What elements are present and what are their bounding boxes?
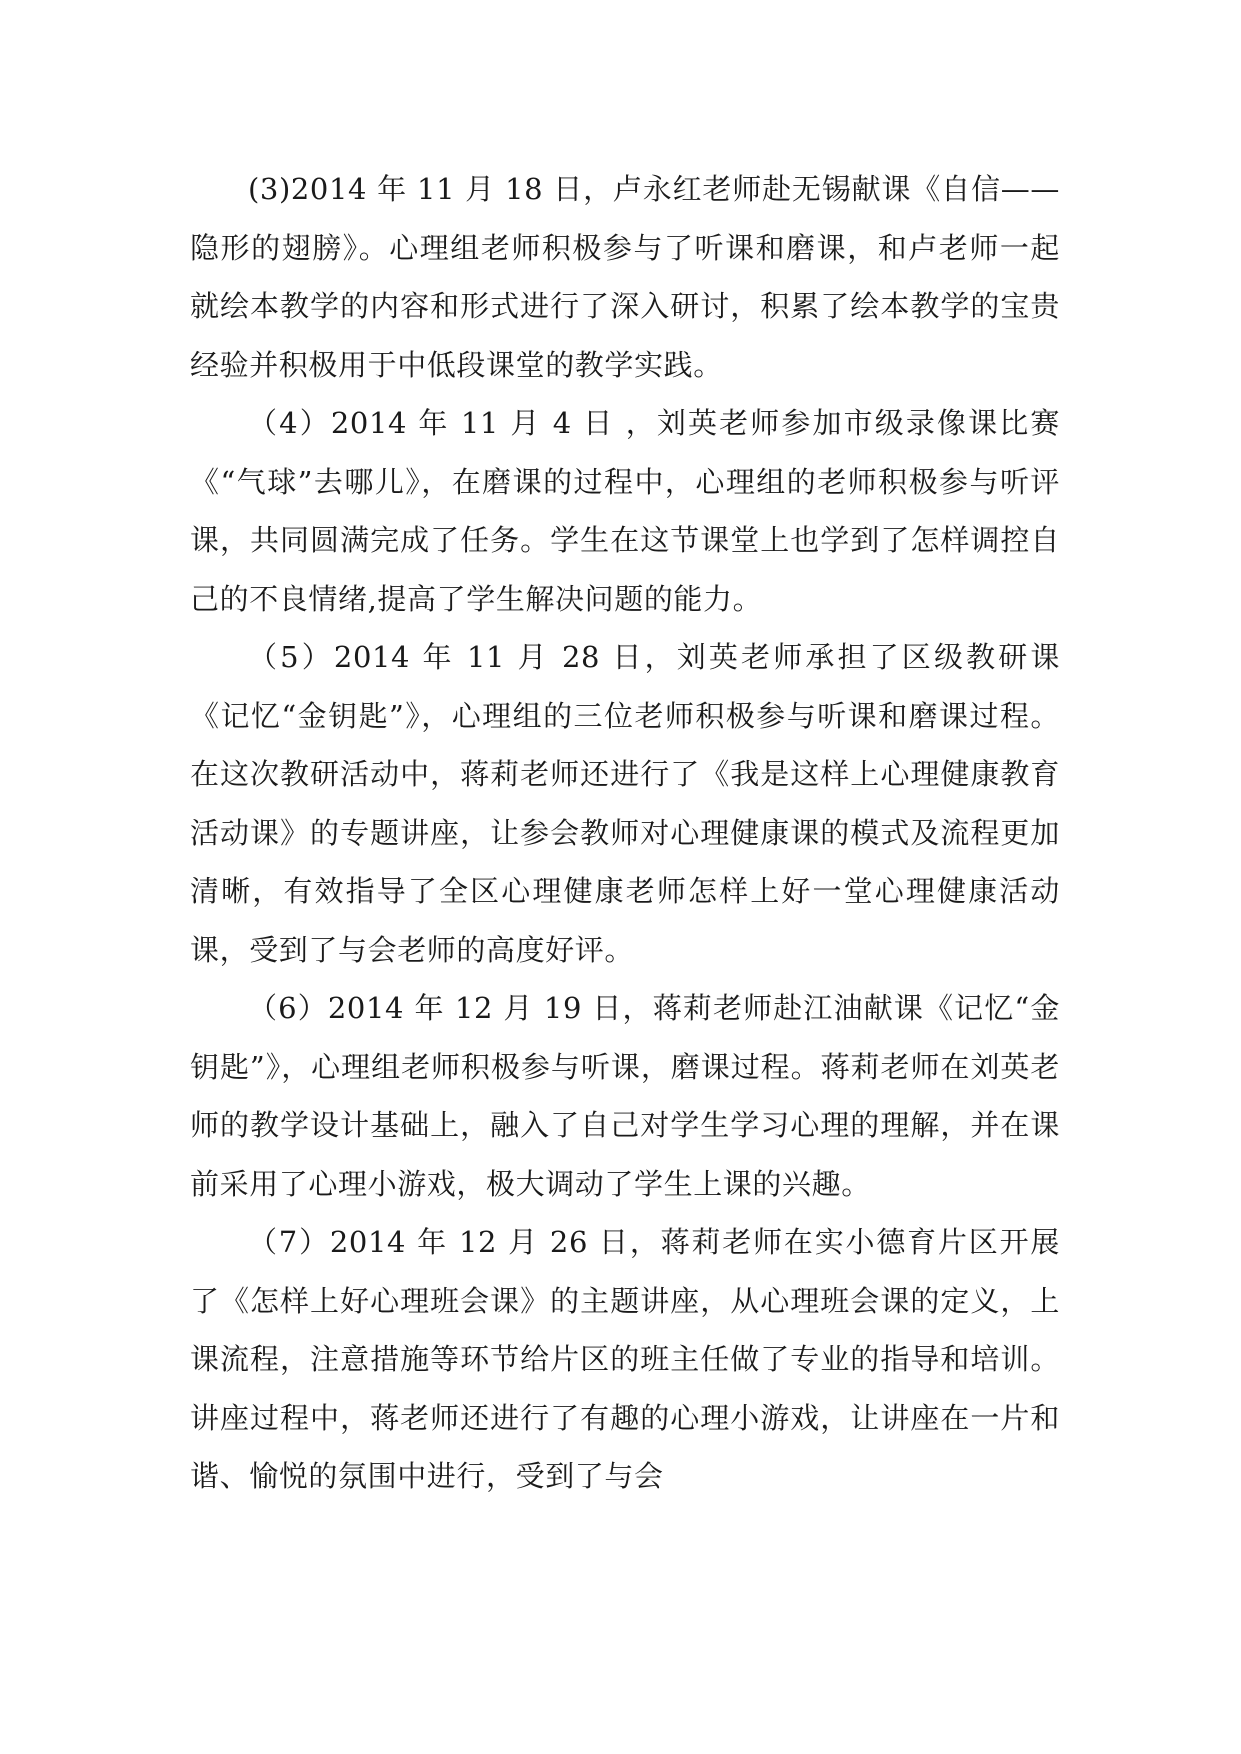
paragraph-6: （6）2014 年 12 月 19 日，蒋莉老师赴江油献课《记忆“金钥匙”》，心理组老师积极参与听课，磨课过程。蒋莉老师在刘英老师的教学设计基础上，融入了自己对学生学习心理的理解，并在课前采用了心理小游戏，极大调动了学生上课的兴趣。 [190, 991, 1060, 1201]
paragraph-4: （4）2014 年 11 月 4 日 ，刘英老师参加市级录像课比赛《“气球”去哪儿》，在磨课的过程中，心理组的老师积极参与听评课，共同圆满完成了任务。学生在这节课堂上也学到了怎样调控自己的不良情绪,提高了学生解决问题的能力。 [190, 406, 1060, 616]
paragraph-3: (3)2014 年 11 月 18 日，卢永红老师赴无锡献课《自信——隐形的翅膀》。心理组老师积极参与了听课和磨课，和卢老师一起就绘本教学的内容和形式进行了深入研讨，积累了绘本教学的宝贵经验并积极用于中低段课堂的教学实践。 [190, 172, 1060, 382]
paragraph-5: （5）2014 年 11 月 28 日，刘英老师承担了区级教研课《记忆“金钥匙”》，心理组的三位老师积极参与听课和磨课过程。在这次教研活动中，蒋莉老师还进行了《我是这样上心理健康教育活动课》的专题讲座，让参会教师对心理健康课的模式及流程更加清晰，有效指导了全区心理健康老师怎样上好一堂心理健康活动课，受到了与会老师的高度好评。 [190, 640, 1060, 967]
document-body [190, 160, 1060, 1506]
paragraph-7: （7）2014 年 12 月 26 日，蒋莉老师在实小德育片区开展了《怎样上好心理班会课》的主题讲座，从心理班会课的定义，上课流程，注意措施等环节给片区的班主任做了专业的指导和培训。讲座过程中，蒋老师还进行了有趣的心理小游戏，让讲座在一片和谐、愉悦的氛围中进行，受到了与会 [190, 1225, 1060, 1493]
